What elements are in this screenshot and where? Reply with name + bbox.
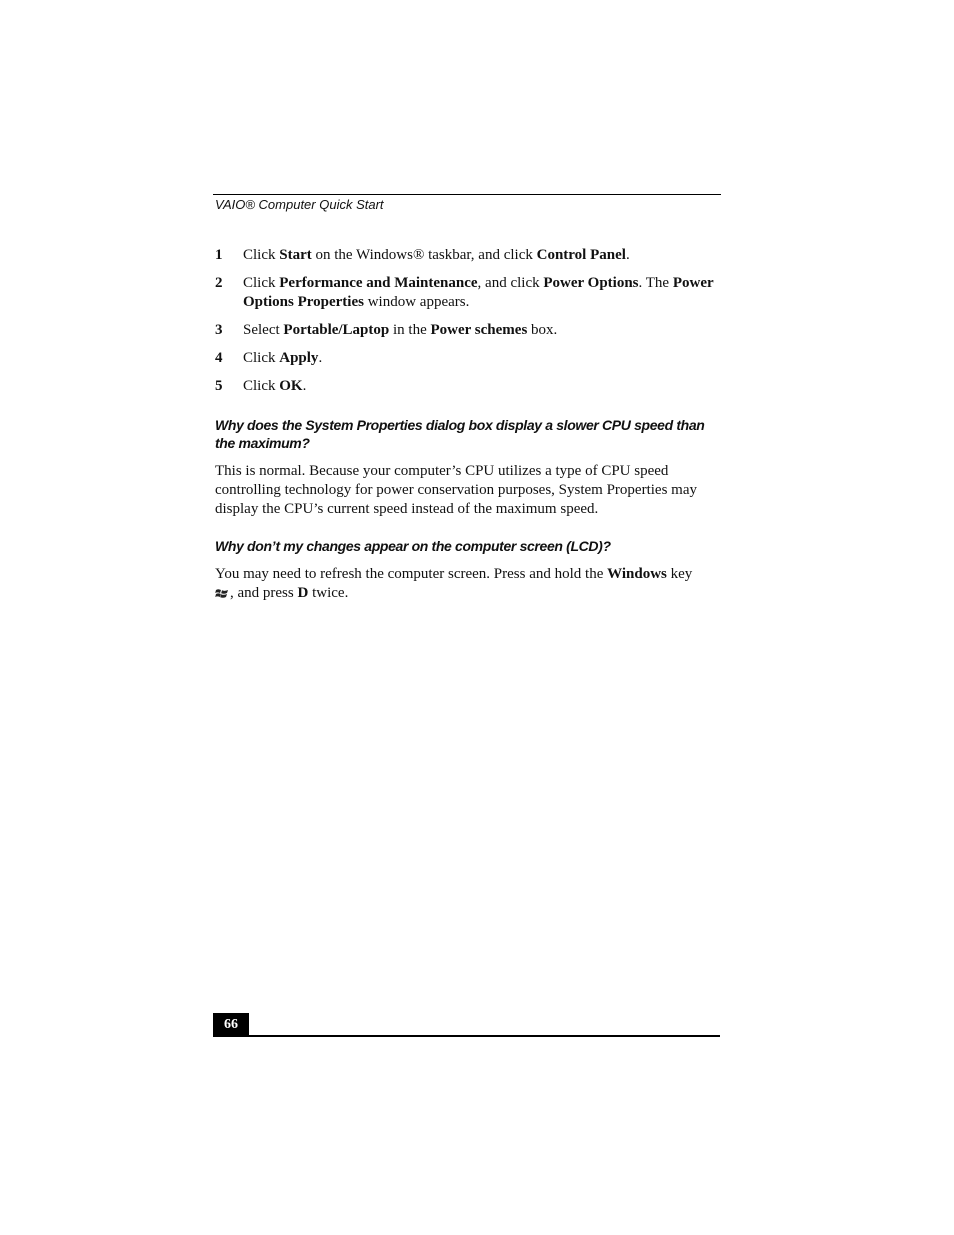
- step-2: [215, 274, 721, 312]
- step-3: [215, 321, 721, 340]
- step-text: Click: [243, 350, 280, 366]
- step-text: .: [625, 247, 630, 263]
- question-heading-lcd-changes: Why don’t my changes appear on the computer screen (LCD)?: [215, 538, 611, 554]
- windows-key-label: Windows: [607, 566, 667, 582]
- procedure-steps: [215, 246, 721, 405]
- step-number: 1: [215, 247, 223, 263]
- question-heading-cpu-speed: Why does the System Properties dialog box display a slower CPU speed than the maximum?: [215, 417, 705, 451]
- step-text: .: [318, 350, 323, 366]
- footer-rule: [213, 1035, 720, 1037]
- answer-paragraph-lcd-changes: [215, 565, 723, 603]
- step-number: 3: [215, 322, 223, 338]
- step-text: Click: [243, 275, 280, 291]
- step-4: [215, 349, 721, 368]
- step-5: [215, 377, 721, 396]
- step-text: . The: [638, 275, 673, 291]
- ui-term: Apply: [279, 350, 319, 366]
- running-header: VAIO® Computer Quick Start: [215, 197, 384, 212]
- ui-term: Power Options Properties: [243, 275, 714, 310]
- step-text: Select: [243, 322, 284, 338]
- step-text: on the Windows® taskbar, and click: [311, 247, 537, 263]
- answer-text: You may need to refresh the computer screen. Press and hold the: [215, 566, 608, 582]
- header-rule: [213, 194, 721, 195]
- answer-paragraph-cpu-speed: This is normal. Because your computer’s CPU utilizes a type of CPU speed controlling technology for power conservation purposes, System Properties may display the CPU’s current speed instead of the maximum speed.: [215, 463, 697, 517]
- step-text: box.: [527, 322, 558, 338]
- d-key-label: D: [297, 585, 309, 601]
- step-text: Click: [243, 378, 280, 394]
- ui-term: Power Options: [543, 275, 639, 291]
- step-number: 5: [215, 378, 223, 394]
- ui-term: Portable/Laptop: [283, 322, 390, 338]
- ui-term: Power schemes: [430, 322, 528, 338]
- answer-text: , and press: [230, 585, 298, 601]
- step-text: in the: [389, 322, 431, 338]
- answer-text: twice.: [308, 585, 349, 601]
- ui-term: Control Panel: [536, 247, 626, 263]
- step-text: .: [302, 378, 307, 394]
- step-text: , and click: [477, 275, 544, 291]
- step-1: [215, 246, 721, 265]
- page-number: 66: [213, 1013, 249, 1036]
- step-number: 4: [215, 350, 223, 366]
- ui-term: Start: [279, 247, 312, 263]
- ui-term: OK: [279, 378, 303, 394]
- ui-term: Performance and Maintenance: [279, 275, 478, 291]
- step-text: Click: [243, 247, 280, 263]
- answer-text: key: [666, 566, 693, 582]
- step-text: window appears.: [363, 294, 470, 310]
- step-number: 2: [215, 275, 223, 291]
- windows-logo-icon: [215, 587, 229, 599]
